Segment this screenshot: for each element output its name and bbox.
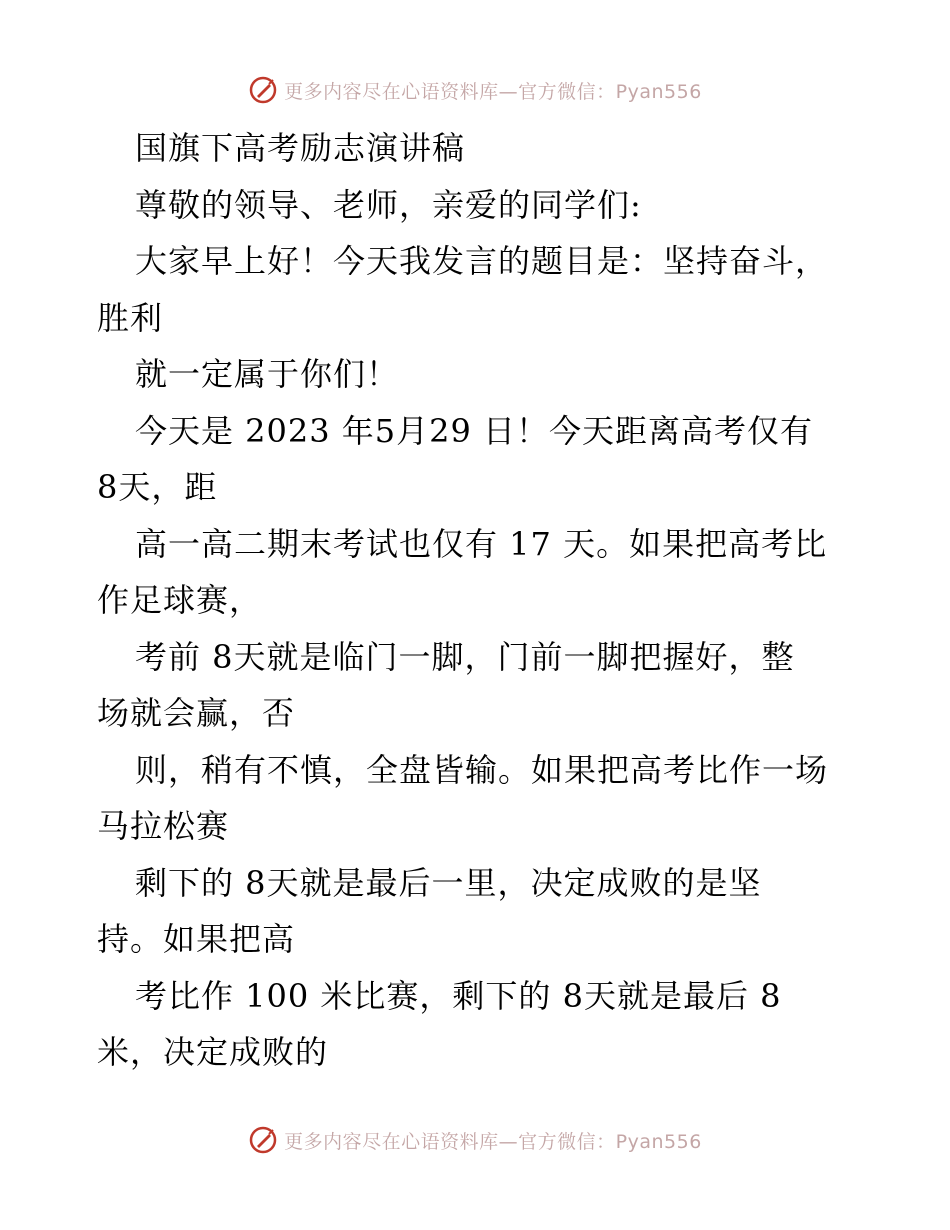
text-line: 持。如果把高 [97,920,296,958]
text-line: 场就会赢，否 [97,694,296,732]
footer-banner [0,1120,950,1160]
header-banner [0,70,950,110]
text-line: 考前 8天就是临门一脚，门前一脚把握好，整 [135,637,795,676]
text-line: 尊敬的领导、老师，亲爱的同学们: [135,185,642,224]
text-line: 则，稍有不慎，全盘皆输。如果把高考比作一场 [135,750,829,789]
text-line: 就一定属于你们！ [135,355,400,393]
text-line: 作足球赛， [97,581,263,619]
text-line: 高一高二期末考试也仅有 17 天。如果把高考比 [135,524,828,563]
text-line: 马拉松赛 [97,807,230,845]
text-line: 剩下的 8天就是最后一里，决定成败的是坚 [135,863,762,902]
text-line: 8天，距 [97,468,218,506]
quill-logo-icon [248,1125,278,1155]
document-title: 国旗下高考励志演讲稿 [135,129,466,167]
text-line: 考比作 100 米比赛，剩下的 8天就是最后 8 [135,976,782,1015]
text-line: 胜利 [97,298,164,337]
text-line: 米，决定成败的 [97,1033,329,1071]
quill-logo-icon [248,75,278,105]
text-line: 大家早上好！今天我发言的题目是：坚持奋斗， [135,242,829,280]
document-body [97,120,857,1081]
footer-banner-text: 更多内容尽在心语资料库—官方微信：Pyan556 [284,1130,702,1153]
text-line: 今天是 2023 年5月29 日！今天距离高考仅有 [135,411,814,450]
header-banner-text: 更多内容尽在心语资料库—官方微信：Pyan556 [284,80,702,103]
